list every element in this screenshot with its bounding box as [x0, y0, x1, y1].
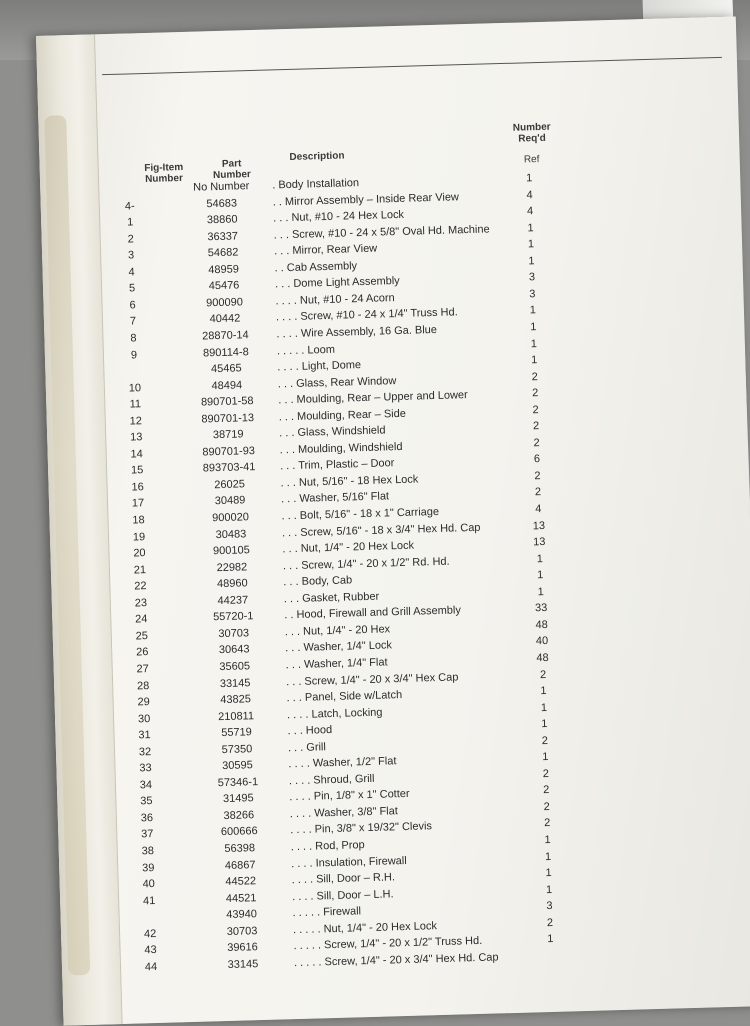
quantity-cell: 1 [541, 718, 548, 731]
description-cell: . Body Installation [272, 177, 360, 192]
quantity-cell: 2 [532, 403, 539, 416]
description-cell: . . . Washer, 5/16" Flat [280, 490, 390, 506]
quantity-cell: 2 [539, 668, 547, 681]
description-cell: . . . Screw, 1/4" - 20 x 3/4" Hex Cap [285, 670, 459, 688]
fig-item-cell: 44 [144, 960, 158, 974]
description-cell: . . . Panel, Side w/Latch [286, 689, 403, 705]
fig-item-cell: 43 [144, 944, 157, 957]
quantity-cell: 2 [531, 387, 539, 400]
fig-item-cell: 32 [138, 745, 152, 759]
fig-item-cell: 1 [127, 216, 134, 229]
quantity-cell: 1 [537, 585, 544, 598]
description-cell: . . . Nut, 5/16" - 18 Hex Lock [280, 473, 419, 490]
quantity-cell [536, 949, 566, 950]
quantity-cell: 1 [545, 867, 552, 880]
part-number-cell: 38719 [212, 428, 244, 442]
part-number-cell: 55720-1 [212, 610, 254, 624]
quantity-cell: 2 [543, 784, 550, 797]
quantity-cell: 4 [526, 188, 533, 201]
description-cell: . . . Washer, 1/4" Flat [285, 656, 388, 672]
quantity-cell: 4 [535, 503, 542, 516]
part-number-cell: 48959 [208, 263, 240, 277]
quantity-cell: 13 [533, 536, 546, 549]
description-cell: . . . . Light, Dome [277, 359, 362, 374]
quantity-cell: 2 [543, 817, 551, 830]
part-number-cell: 45476 [208, 279, 240, 293]
fig-item-cell: 3 [127, 249, 135, 262]
number-reqd-header: Number Req'd [512, 121, 551, 145]
part-number-cell: 44237 [217, 594, 249, 607]
part-number-cell: 900020 [212, 511, 250, 525]
fig-item-cell: 17 [131, 497, 145, 510]
description-cell: . . . . Rod, Prop [290, 839, 365, 854]
quantity-cell: 13 [532, 519, 546, 532]
fig-item-cell: 31 [138, 729, 151, 742]
fig-item-cell: 10 [128, 381, 142, 395]
fig-item-cell: 4 [128, 266, 135, 279]
part-number-cell: 39616 [227, 941, 259, 955]
description-cell: . . . . . Nut, 1/4" - 20 Hex Lock [292, 919, 438, 936]
part-number-cell: 38860 [206, 213, 238, 227]
fig-item-cell: 23 [134, 596, 148, 610]
part-number-cell: 44522 [225, 875, 257, 889]
part-number-cell: 210811 [217, 709, 255, 723]
part-number-cell: 30483 [215, 527, 247, 541]
description-cell: . . . Screw, 1/4" - 20 x 1/2" Rd. Hd. [282, 555, 450, 572]
quantity-cell: 1 [537, 569, 544, 582]
fig-item-cell: 7 [129, 315, 137, 328]
quantity-cell: 2 [531, 370, 538, 383]
ref-header: Ref [523, 153, 540, 166]
fig-item-cell: 19 [132, 530, 146, 544]
description-cell: . . . . Washer, 3/8" Flat [289, 805, 398, 821]
description-cell: . . . Body, Cab [283, 574, 353, 589]
part-number-cell: 35605 [219, 660, 251, 674]
fig-item-cell: 36 [140, 811, 154, 825]
quantity-cell: 3 [546, 900, 553, 913]
part-number-cell: 48960 [216, 577, 248, 591]
fig-item-cell: 12 [129, 414, 143, 428]
part-number-cell: 22982 [216, 560, 248, 574]
fig-item-cell [109, 365, 159, 366]
part-number-header: Part Number [212, 158, 251, 182]
part-number-cell: 890701-13 [201, 411, 255, 426]
quantity-cell: 1 [540, 701, 548, 714]
description-cell: . . . . Insulation, Firewall [291, 854, 407, 870]
quantity-cell: 2 [534, 486, 542, 499]
description-cell: . . . Dome Light Assembly [274, 275, 400, 291]
description-cell: . . Mirror Assembly – Inside Rear View [272, 190, 460, 208]
fig-item-cell: 16 [131, 481, 144, 494]
quantity-cell: 2 [541, 734, 549, 747]
description-cell: . . . Gasket, Rubber [283, 590, 380, 606]
part-number-cell: 43825 [220, 693, 252, 707]
quantity-cell: 6 [533, 453, 541, 466]
fig-item-cell: 42 [143, 927, 157, 941]
description-cell: . . . . Washer, 1/2" Flat [288, 755, 397, 771]
quantity-cell: 1 [545, 883, 553, 896]
fig-item-cell: 25 [135, 629, 149, 643]
part-number-cell: 56398 [224, 842, 256, 856]
description-cell: . . . . Latch, Locking [286, 706, 383, 721]
quantity-cell: 1 [530, 321, 537, 334]
part-number-cell: 48494 [211, 378, 243, 392]
quantity-cell: 40 [535, 635, 549, 648]
fig-item-cell: 27 [136, 663, 150, 676]
part-number-cell: 890114-8 [202, 345, 249, 359]
fig-item-cell: 26 [135, 646, 149, 659]
description-cell: . . . Screw, 5/16" - 18 x 3/4" Hex Hd. Cap [281, 521, 481, 539]
part-number-cell: 900105 [212, 544, 250, 558]
fig-item-cell: 38 [141, 845, 155, 858]
part-number-cell: 30703 [218, 627, 250, 640]
parts-list-page [36, 16, 750, 1025]
description-cell: . . . Nut, 1/4" - 20 Hex [284, 623, 391, 639]
fig-item-cell: 40 [142, 878, 156, 891]
quantity-cell: 1 [529, 304, 537, 317]
fig-item-cell [104, 183, 154, 184]
quantity-cell: 33 [534, 602, 548, 615]
description-cell: . . . . . Firewall [292, 905, 362, 920]
parts-table [36, 16, 750, 1025]
fig-item-header: Fig-Item Number [144, 161, 184, 186]
description-cell: . . . . Screw, #10 - 24 x 1/4" Truss Hd. [275, 306, 458, 324]
quantity-cell: 48 [536, 651, 549, 665]
quantity-cell: 3 [529, 288, 536, 301]
fig-item-cell: 21 [133, 563, 147, 577]
part-number-cell: 26025 [214, 478, 246, 492]
part-number-cell: 30703 [226, 924, 258, 938]
part-number-cell: 44521 [225, 891, 257, 905]
part-number-cell: 600666 [220, 825, 258, 839]
quantity-cell: 1 [527, 238, 535, 251]
fig-item-cell: 4- [124, 199, 135, 213]
fig-item-cell: 29 [137, 696, 150, 709]
description-cell: . . . . Pin, 1/8" x 1" Cotter [289, 788, 410, 804]
quantity-cell: 2 [532, 420, 540, 433]
fig-item-cell: 37 [141, 828, 154, 841]
quantity-cell: 3 [528, 271, 536, 284]
description-cell: . . . Hood [287, 724, 333, 738]
fig-item-cell: 39 [141, 861, 155, 874]
part-number-cell: 31495 [222, 792, 254, 806]
fig-item-cell: 20 [133, 547, 146, 560]
fig-item-cell: 34 [139, 778, 153, 792]
part-number-cell: 28870-14 [202, 329, 249, 343]
description-cell: . . . Mirror, Rear View [273, 242, 378, 258]
description-cell: . . . . Sill, Door – L.H. [291, 887, 394, 903]
quantity-cell: 2 [546, 916, 554, 929]
quantity-cell: 48 [535, 618, 548, 632]
quantity-cell: 2 [542, 767, 550, 780]
part-number-cell: 30595 [222, 759, 253, 773]
description-cell: . . . . . Screw, 1/4" - 20 x 3/4" Hex Hd. Cap [293, 951, 499, 969]
quantity-cell: 1 [544, 833, 551, 847]
description-cell: . . . . Nut, #10 - 24 Acorn [275, 291, 395, 308]
description-cell: . . . Glass, Rear Window [277, 374, 397, 390]
fig-item-cell: 11 [129, 398, 142, 411]
description-cell: . . . Trim, Plastic – Door [279, 457, 395, 473]
quantity-cell: 1 [542, 751, 549, 764]
description-cell: . . . Grill [287, 740, 327, 754]
quantity-cell: 1 [536, 552, 544, 565]
part-number-cell: 900090 [206, 296, 244, 310]
quantity-cell: 1 [540, 685, 547, 698]
description-cell: . . . Washer, 1/4" Lock [285, 639, 393, 655]
fig-item-cell: 24 [135, 613, 148, 626]
part-number-cell: 45465 [210, 362, 242, 376]
fig-item-cell: 22 [134, 580, 147, 593]
part-number-cell: 54683 [206, 197, 238, 210]
fig-item-cell: 33 [139, 762, 152, 775]
description-cell: . . . . Shroud, Grill [288, 772, 375, 788]
fig-item-cell: 15 [130, 464, 144, 477]
description-cell: . . . Glass, Windshield [279, 424, 386, 440]
part-number-cell: 57350 [221, 742, 253, 756]
part-number-cell: 46867 [224, 858, 256, 872]
description-cell: . . . . . Screw, 1/4" - 20 x 1/2" Truss Hd. [293, 935, 483, 953]
quantity-cell: 2 [534, 469, 541, 483]
fig-item-cell: 18 [132, 514, 145, 527]
description-cell: . . . Nut, 1/4" - 20 Hex Lock [282, 539, 415, 556]
quantity-cell: 1 [530, 337, 538, 350]
part-number-cell: 30489 [214, 494, 246, 508]
part-number-cell: 43940 [226, 908, 258, 922]
part-number-cell: No Number [193, 180, 250, 194]
fig-item-cell: 6 [129, 299, 136, 312]
quantity-cell: 2 [533, 436, 540, 450]
part-number-cell: 893703-41 [202, 461, 256, 475]
quantity-cell: 1 [547, 933, 554, 946]
quantity-cell: 2 [543, 800, 550, 814]
quantity-cell: 4 [526, 205, 534, 218]
quantity-cell: 1 [527, 221, 534, 234]
description-cell: . . . . . Loom [276, 343, 336, 357]
fig-item-cell: 5 [128, 282, 136, 295]
part-number-cell: 40442 [209, 312, 241, 326]
description-cell: . . . Moulding, Rear – Upper and Lower [278, 389, 468, 407]
part-number-cell: 890701-58 [200, 395, 254, 409]
quantity-cell: 1 [544, 850, 552, 863]
fig-item-cell: 13 [129, 431, 143, 444]
description-cell: . . . Moulding, Rear – Side [278, 407, 407, 424]
description-header: Description [289, 150, 345, 163]
fig-item-cell [124, 911, 174, 912]
part-number-cell: 38266 [223, 809, 255, 822]
part-number-cell: 33145 [227, 958, 259, 971]
description-cell: . . Cab Assembly [274, 259, 358, 275]
fig-item-cell: 8 [130, 332, 137, 345]
part-number-cell: 54682 [207, 246, 239, 260]
part-number-cell: 55719 [221, 726, 252, 740]
description-cell: . . . . Wire Assembly, 16 Ga. Blue [276, 323, 438, 341]
description-cell: . . . Screw, #10 - 24 x 5/8" Oval Hd. Machine [273, 223, 490, 242]
fig-item-cell: 9 [130, 348, 138, 361]
fig-item-cell: 14 [130, 447, 144, 461]
description-cell: . . . Nut, #10 - 24 Hex Lock [273, 208, 405, 225]
quantity-cell: 1 [525, 172, 533, 185]
description-cell: . . . . Sill, Door – R.H. [291, 871, 396, 887]
part-number-cell: 36337 [207, 230, 239, 243]
description-cell: . . . Bolt, 5/16" - 18 x 1" Carriage [281, 505, 440, 523]
quantity-cell: 1 [528, 254, 535, 268]
fig-item-cell: 41 [142, 894, 156, 907]
fig-item-cell: 30 [137, 712, 151, 726]
part-number-cell: 57346-1 [217, 775, 259, 790]
quantity-cell: 1 [531, 354, 538, 367]
fig-item-cell: 28 [136, 679, 150, 692]
fig-item-cell: 2 [127, 232, 134, 246]
fig-item-cell: 35 [140, 795, 153, 808]
description-cell: . . . Moulding, Windshield [279, 440, 403, 457]
description-cell: . . . . Pin, 3/8" x 19/32" Clevis [290, 820, 433, 837]
part-number-cell: 890701-93 [202, 444, 256, 459]
part-number-cell: 30643 [218, 643, 250, 657]
part-number-cell: 33145 [219, 676, 251, 690]
description-cell: . . Hood, Firewall and Grill Assembly [284, 604, 462, 622]
